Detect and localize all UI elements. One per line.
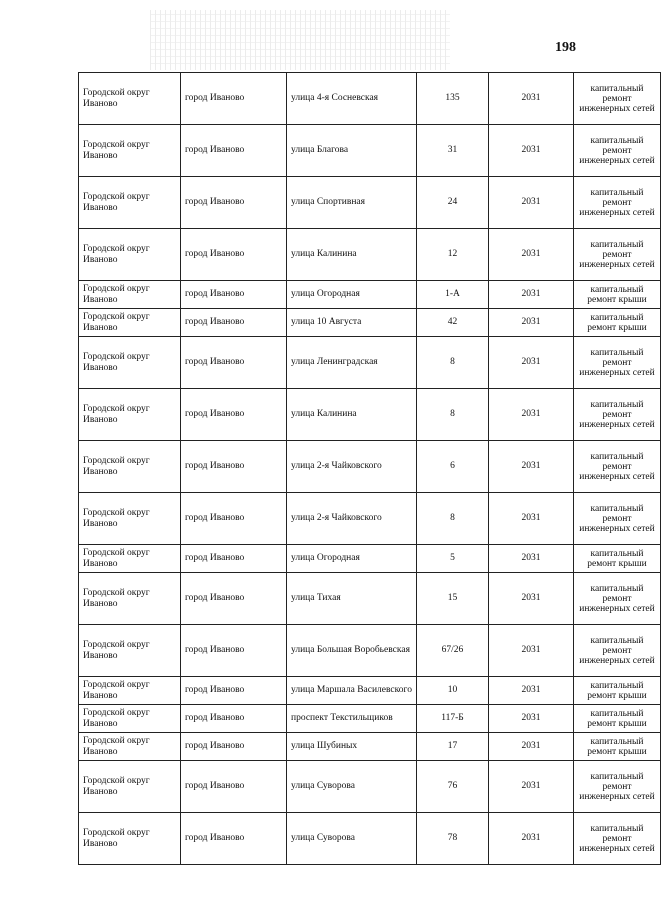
repair-schedule-table [78,72,661,865]
cell-city: город Иваново [181,73,287,125]
cell-okrug: Городской округ Иваново [79,389,181,441]
cell-house-number: 5 [417,545,489,573]
table-row [79,389,661,441]
cell-okrug: Городской округ Иваново [79,573,181,625]
table-row [79,705,661,733]
cell-street: улица Маршала Василевского [287,677,417,705]
cell-street: улица 10 Августа [287,309,417,337]
cell-house-number: 76 [417,761,489,813]
table-row [79,733,661,761]
cell-okrug: Городской округ Иваново [79,337,181,389]
cell-year: 2031 [489,813,574,865]
cell-year: 2031 [489,625,574,677]
cell-work-type: капитальный ремонт крыши [574,545,661,573]
cell-work-type: капитальный ремонт крыши [574,281,661,309]
cell-year: 2031 [489,677,574,705]
cell-year: 2031 [489,125,574,177]
cell-work-type: капитальный ремонт крыши [574,677,661,705]
cell-street: улица Калинина [287,229,417,281]
cell-house-number: 8 [417,337,489,389]
cell-work-type: капитальный ремонт инженерных сетей [574,625,661,677]
cell-street: улица Суворова [287,813,417,865]
cell-house-number: 117-Б [417,705,489,733]
cell-okrug: Городской округ Иваново [79,813,181,865]
cell-work-type: капитальный ремонт инженерных сетей [574,177,661,229]
cell-work-type: капитальный ремонт инженерных сетей [574,125,661,177]
cell-year: 2031 [489,229,574,281]
cell-year: 2031 [489,309,574,337]
cell-year: 2031 [489,337,574,389]
table-row [79,545,661,573]
cell-year: 2031 [489,705,574,733]
cell-house-number: 17 [417,733,489,761]
table-row [79,177,661,229]
cell-year: 2031 [489,545,574,573]
table-row [79,677,661,705]
cell-work-type: капитальный ремонт инженерных сетей [574,573,661,625]
cell-city: город Иваново [181,177,287,229]
table-row [79,441,661,493]
cell-work-type: капитальный ремонт инженерных сетей [574,229,661,281]
cell-work-type: капитальный ремонт инженерных сетей [574,493,661,545]
cell-house-number: 31 [417,125,489,177]
cell-city: город Иваново [181,125,287,177]
cell-okrug: Городской округ Иваново [79,281,181,309]
cell-work-type: капитальный ремонт крыши [574,705,661,733]
cell-year: 2031 [489,73,574,125]
cell-year: 2031 [489,441,574,493]
cell-house-number: 24 [417,177,489,229]
cell-street: улица 2-я Чайковского [287,493,417,545]
cell-okrug: Городской округ Иваново [79,545,181,573]
cell-street: проспект Текстильщиков [287,705,417,733]
cell-work-type: капитальный ремонт инженерных сетей [574,73,661,125]
cell-okrug: Городской округ Иваново [79,229,181,281]
cell-city: город Иваново [181,677,287,705]
cell-city: город Иваново [181,813,287,865]
table-row [79,125,661,177]
cell-okrug: Городской округ Иваново [79,493,181,545]
cell-street: улица Спортивная [287,177,417,229]
cell-okrug: Городской округ Иваново [79,625,181,677]
cell-street: улица Калинина [287,389,417,441]
cell-city: город Иваново [181,545,287,573]
cell-city: город Иваново [181,389,287,441]
page-number: 198 [555,40,576,55]
cell-okrug: Городской округ Иваново [79,125,181,177]
table-row [79,309,661,337]
cell-okrug: Городской округ Иваново [79,677,181,705]
cell-work-type: капитальный ремонт крыши [574,733,661,761]
cell-street: улица Ленинградская [287,337,417,389]
cell-house-number: 8 [417,389,489,441]
cell-year: 2031 [489,177,574,229]
cell-okrug: Городской округ Иваново [79,73,181,125]
cell-house-number: 15 [417,573,489,625]
cell-city: город Иваново [181,705,287,733]
cell-work-type: капитальный ремонт крыши [574,309,661,337]
cell-year: 2031 [489,493,574,545]
cell-street: улица 4-я Сосневская [287,73,417,125]
cell-house-number: 1-А [417,281,489,309]
cell-city: город Иваново [181,573,287,625]
cell-street: улица Суворова [287,761,417,813]
cell-work-type: капитальный ремонт инженерных сетей [574,337,661,389]
cell-house-number: 135 [417,73,489,125]
cell-house-number: 6 [417,441,489,493]
table-row [79,281,661,309]
table-row [79,73,661,125]
cell-okrug: Городской округ Иваново [79,309,181,337]
cell-okrug: Городской округ Иваново [79,705,181,733]
cell-work-type: капитальный ремонт инженерных сетей [574,761,661,813]
cell-city: город Иваново [181,493,287,545]
cell-house-number: 67/26 [417,625,489,677]
table-row [79,761,661,813]
table-row [79,573,661,625]
cell-work-type: капитальный ремонт инженерных сетей [574,441,661,493]
cell-house-number: 8 [417,493,489,545]
cell-okrug: Городской округ Иваново [79,177,181,229]
cell-okrug: Городской округ Иваново [79,733,181,761]
cell-house-number: 12 [417,229,489,281]
cell-house-number: 42 [417,309,489,337]
cell-year: 2031 [489,281,574,309]
cell-okrug: Городской округ Иваново [79,441,181,493]
table-row [79,813,661,865]
cell-city: город Иваново [181,441,287,493]
cell-street: улица Благова [287,125,417,177]
cell-street: улица Огородная [287,545,417,573]
cell-year: 2031 [489,389,574,441]
scan-artifact [150,10,450,70]
cell-street: улица 2-я Чайковского [287,441,417,493]
cell-house-number: 78 [417,813,489,865]
cell-okrug: Городской округ Иваново [79,761,181,813]
cell-street: улица Огородная [287,281,417,309]
cell-city: город Иваново [181,625,287,677]
cell-city: город Иваново [181,733,287,761]
cell-street: улица Шубиных [287,733,417,761]
cell-year: 2031 [489,761,574,813]
cell-street: улица Большая Воробьевская [287,625,417,677]
cell-house-number: 10 [417,677,489,705]
cell-work-type: капитальный ремонт инженерных сетей [574,813,661,865]
cell-city: город Иваново [181,229,287,281]
cell-year: 2031 [489,733,574,761]
cell-city: город Иваново [181,337,287,389]
cell-city: город Иваново [181,281,287,309]
cell-city: город Иваново [181,309,287,337]
cell-city: город Иваново [181,761,287,813]
cell-street: улица Тихая [287,573,417,625]
table-row [79,625,661,677]
table-body [79,73,661,865]
cell-year: 2031 [489,573,574,625]
table-row [79,493,661,545]
table-row [79,337,661,389]
table-row [79,229,661,281]
cell-work-type: капитальный ремонт инженерных сетей [574,389,661,441]
